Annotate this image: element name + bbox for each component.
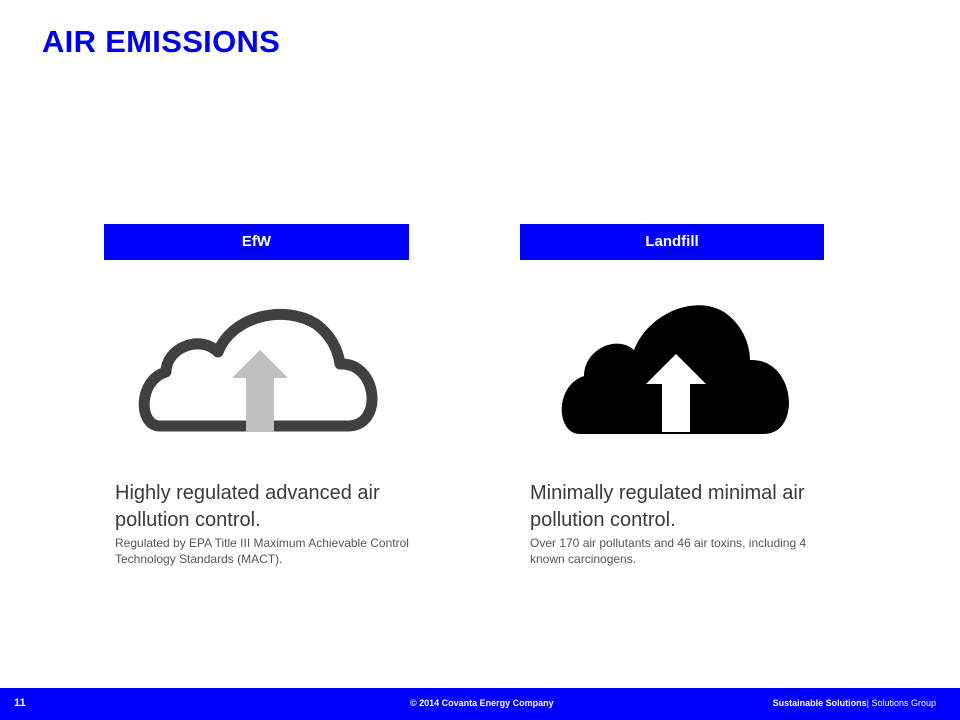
efw-main-text: Highly regulated advanced air pollution control. — [115, 482, 380, 531]
slide-title: AIR EMISSIONS — [42, 24, 281, 59]
efw-column-header: EfW — [104, 224, 409, 260]
cloud-upload-outline-icon — [134, 306, 382, 432]
efw-sub-text: Regulated by EPA Title III Maximum Achievable Control Technology Standards (MACT). — [115, 536, 409, 566]
landfill-description — [530, 480, 830, 567]
efw-description — [115, 480, 415, 567]
cloud-upload-filled-icon — [558, 300, 794, 434]
brand-text — [773, 698, 936, 708]
brand-strong-text: Sustainable Solutions — [772, 698, 867, 708]
brand-group-text: | Solutions Group — [866, 698, 936, 708]
landfill-main-text: Minimally regulated minimal air pollution control. — [530, 482, 805, 531]
up-arrow-icon — [232, 350, 288, 432]
landfill-sub-text: Over 170 air pollutants and 46 air toxins, including 4 known carcinogens. — [530, 536, 807, 566]
landfill-column-header: Landfill — [520, 224, 824, 260]
page-number: 11 — [14, 697, 26, 709]
footer-bar — [0, 688, 960, 720]
copyright-text: © 2014 Covanta Energy Company — [410, 698, 554, 708]
